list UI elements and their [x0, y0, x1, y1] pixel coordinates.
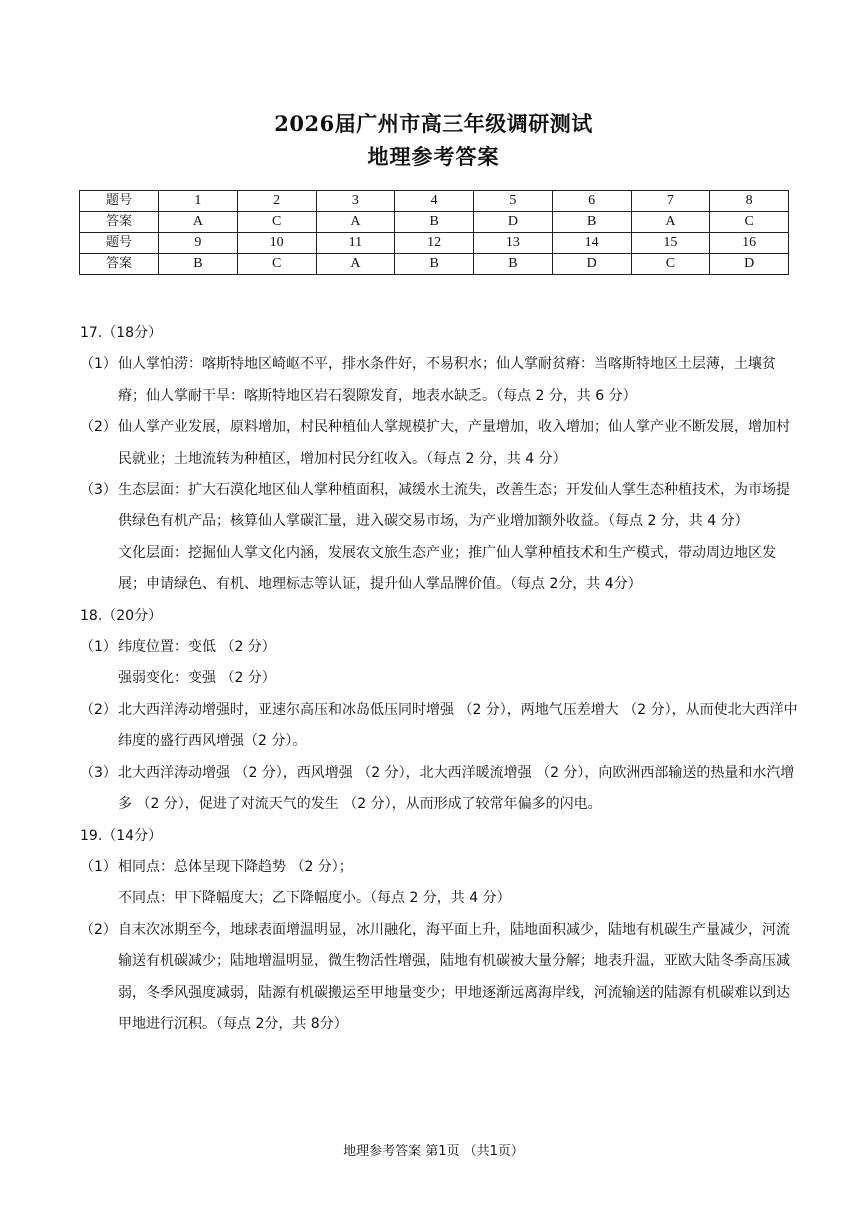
- document-subtitle: 地理参考答案: [367, 144, 500, 169]
- answer-table-cell: D: [710, 254, 789, 275]
- answer-table-cell: 16: [710, 233, 789, 254]
- answer-table-cell: A: [316, 254, 395, 275]
- answer-table-row: [80, 233, 789, 254]
- answer-table-cell: C: [631, 254, 710, 275]
- answer-table-cell: 9: [159, 233, 238, 254]
- answer-table-cell: 12: [395, 233, 474, 254]
- answer-table-cell: 2: [237, 191, 316, 212]
- answer-table-cell: B: [474, 254, 553, 275]
- q17-part-2: [80, 412, 800, 475]
- answer-table-cell: C: [237, 254, 316, 275]
- page-footer: 地理参考答案 第1页 （共1页）: [343, 1144, 524, 1159]
- q17-part-3: [80, 475, 800, 538]
- row-label: 题号: [80, 233, 159, 254]
- answer-table-cell: D: [474, 212, 553, 233]
- answer-table-cell: 6: [552, 191, 631, 212]
- answer-table-cell: 13: [474, 233, 553, 254]
- part-number: （1）: [80, 356, 117, 373]
- question-18-header: 18.（20分）: [80, 607, 163, 624]
- question-19: [80, 821, 800, 1041]
- question-17-header: 17.（18分）: [80, 325, 163, 341]
- part-number: （1）: [80, 858, 117, 875]
- part-text: 北大西洋涛动增强时，亚速尔高压和冰岛低压同时增强 （2 分），两地气压差增大 （2 分），从而使北大西洋中纬度的盛行西风增强（2 分）。: [118, 701, 798, 750]
- answer-table-cell: C: [710, 212, 789, 233]
- part-number: （2）: [80, 701, 117, 718]
- answer-table-row: [80, 212, 789, 233]
- part-number: （2）: [80, 419, 117, 436]
- q17-part-3-culture: 文化层面：挖掘仙人掌文化内涵，发展农文旅生态产业；推广仙人掌种植技术和生产模式，带动周边地区发展；申请绿色、有机、地理标志等认证，提升仙人掌品牌价值。（每点 2分，共 4分）: [118, 544, 776, 593]
- part-text: 仙人掌怕涝：喀斯特地区崎岖不平，排水条件好，不易积水；仙人掌耐贫瘠：当喀斯特地区土层薄，土壤贫瘠；仙人掌耐干旱：喀斯特地区岩石裂隙发育，地表水缺乏。（每点 2 分，共 6 分）: [118, 356, 776, 404]
- q19-part-1: [80, 852, 800, 883]
- answer-table-cell: D: [552, 254, 631, 275]
- answer-table-cell: 15: [631, 233, 710, 254]
- q17-part-1: [80, 349, 800, 412]
- q18-part-3: [80, 758, 800, 821]
- answer-table-cell: B: [395, 212, 474, 233]
- part-text: 仙人掌产业发展，原料增加，村民种植仙人掌规模扩大，产量增加，收入增加；仙人掌产业不断发展，增加村民就业；土地流转为种植区，增加村民分红收入。（每点 2 分，共 4 分）: [118, 419, 790, 467]
- part-text: 纬度位置：变低 （2 分）: [118, 639, 276, 656]
- answer-table-cell: 4: [395, 191, 474, 212]
- document-title: 2026届广州市高三年级调研测试: [274, 111, 593, 136]
- q18-part-2: [80, 695, 800, 758]
- answer-content: [80, 318, 800, 1040]
- q18-part-1: [80, 632, 800, 663]
- answer-table-cell: A: [159, 212, 238, 233]
- q18-part-1-line2: 强弱变化：变强 （2 分）: [118, 670, 276, 687]
- part-text: 生态层面：扩大石漠化地区仙人掌种植面积，减缓水土流失，改善生态；开发仙人掌生态种植技术，为市场提供绿色有机产品；核算仙人掌碳汇量，进入碳交易市场，为产业增加额外收益。（每点 2 分，共 4 分）: [118, 482, 790, 530]
- answer-table-cell: A: [631, 212, 710, 233]
- answer-table-cell: 1: [159, 191, 238, 212]
- q19-part-2: [80, 915, 800, 1041]
- part-number: （3）: [80, 764, 117, 781]
- row-label: 答案: [80, 254, 159, 275]
- answer-table-row: [80, 254, 789, 275]
- answer-table-cell: B: [552, 212, 631, 233]
- answer-table-cell: B: [395, 254, 474, 275]
- question-18: [80, 601, 800, 821]
- answer-table-cell: A: [316, 212, 395, 233]
- part-text: 自末次冰期至今，地球表面增温明显，冰川融化，海平面上升，陆地面积减少，陆地有机碳生产量减少，河流输送有机碳减少；陆地增温明显，微生物活性增强，陆地有机碳被大量分解；地表升温，亚欧大陆冬季高压减弱，冬季风强度减弱，陆源有机碳搬运至甲地量变少；甲地逐渐远离海岸线，河流输送的陆源有机碳难以到达甲地进行沉积。（每点 2分，共 8分）: [118, 921, 790, 1032]
- part-number: （3）: [80, 482, 117, 499]
- answer-table-cell: 3: [316, 191, 395, 212]
- q19-part-1-line2: 不同点：甲下降幅度大；乙下降幅度小。（每点 2 分，共 4 分）: [118, 890, 511, 907]
- answer-table-cell: 11: [316, 233, 395, 254]
- part-text: 北大西洋涛动增强 （2 分），西风增强 （2 分），北大西洋暖流增强 （2 分），向欧洲西部输送的热量和水汽增多 （2 分），促进了对流天气的发生 （2 分），从而形成了较常年偏多的闪电。: [118, 764, 795, 813]
- part-number: （2）: [80, 921, 117, 938]
- answer-table-cell: C: [237, 212, 316, 233]
- row-label: 答案: [80, 212, 159, 233]
- answer-table-row: [80, 191, 789, 212]
- answer-table-cell: 10: [237, 233, 316, 254]
- answer-table-cell: 14: [552, 233, 631, 254]
- part-number: （1）: [80, 639, 117, 656]
- answer-table: [79, 190, 789, 275]
- question-17: [80, 318, 800, 601]
- answer-table-cell: 8: [710, 191, 789, 212]
- answer-table-cell: 7: [631, 191, 710, 212]
- part-text: 相同点：总体呈现下降趋势 （2 分）；: [118, 858, 353, 875]
- answer-table-cell: B: [159, 254, 238, 275]
- question-19-header: 19.（14分）: [80, 827, 163, 844]
- row-label: 题号: [80, 191, 159, 212]
- answer-table-cell: 5: [474, 191, 553, 212]
